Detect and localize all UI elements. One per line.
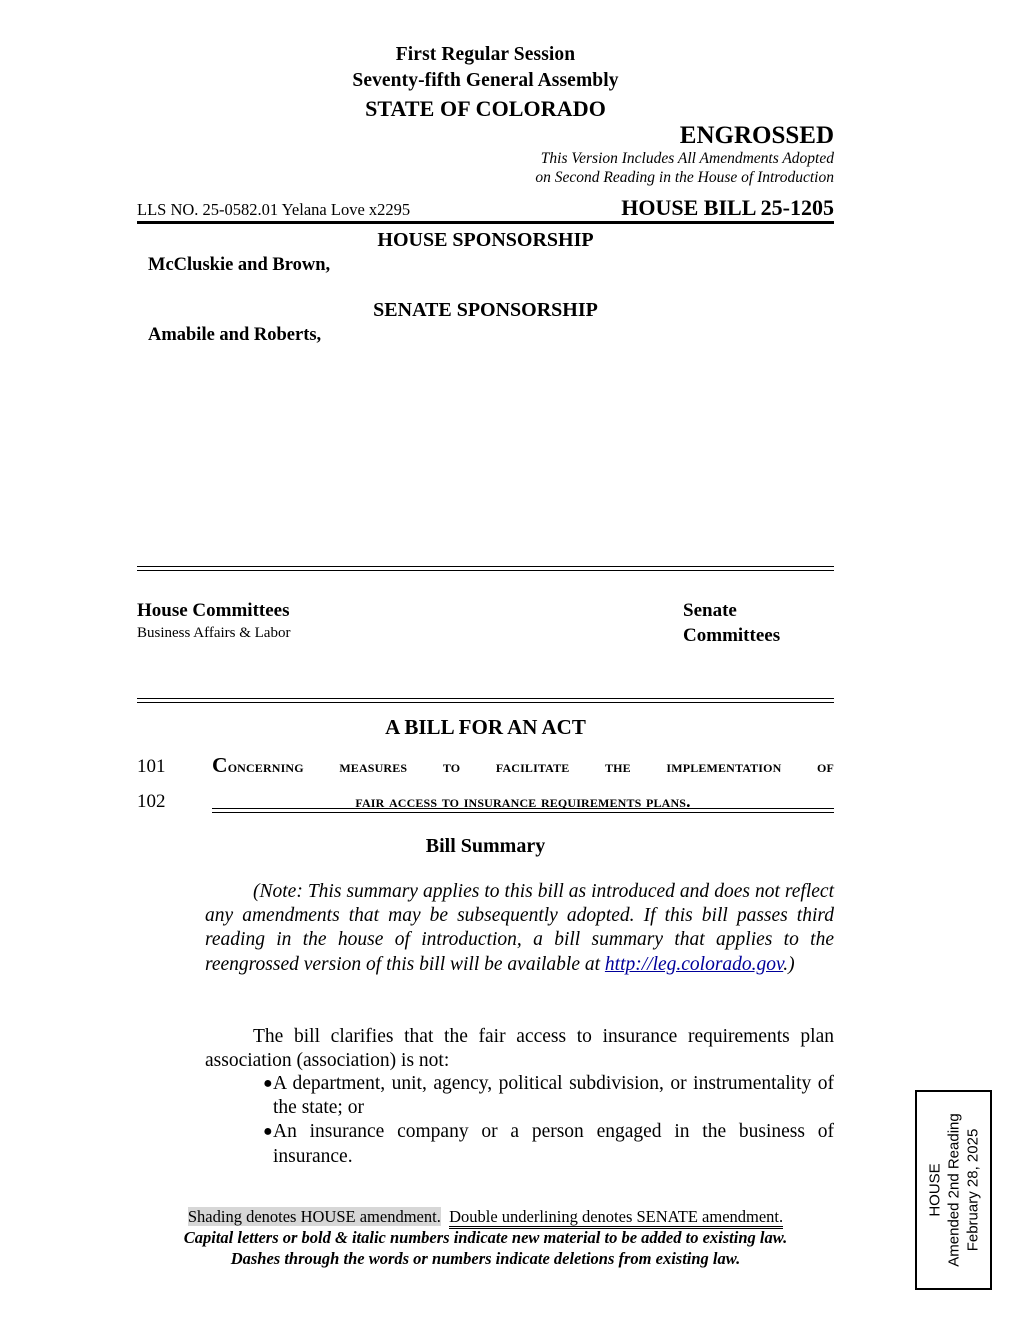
house-sponsor-names: McCluskie and Brown,	[148, 255, 331, 275]
header-divider-rule	[137, 221, 834, 224]
act-title-line-1	[212, 748, 834, 784]
list-item	[205, 1072, 834, 1120]
identifier-row	[137, 196, 834, 220]
leg-colorado-gov-link[interactable]: http://leg.colorado.gov	[604, 953, 784, 975]
lls-number: LLS NO. 25-0582.01 Yelana Love x2295	[137, 200, 411, 219]
act-title-line-1-rest: oncerning measures to facilitate the implementation of	[227, 756, 834, 776]
new-material-legend: Capital letters or bold & italic numbers indicate new material to be added to existing law.	[183, 1228, 788, 1247]
bill-summary-note-suffix: .)	[783, 953, 795, 975]
senate-sponsor-names: Amabile and Roberts,	[148, 325, 322, 345]
engrossed-block	[137, 121, 834, 187]
act-title-row-2	[137, 784, 834, 819]
list-item-text: A department, unit, agency, political subdivision, or instrumentality of the state; or	[273, 1073, 834, 1119]
bill-summary-paragraph: The bill clarifies that the fair access to insurance requirements plan association (association) is not:	[205, 1026, 834, 1072]
house-sponsorship-heading: HOUSE SPONSORSHIP	[377, 229, 594, 251]
act-title-row-1	[137, 748, 834, 784]
senate-amendment-legend: Double underlining denotes SENATE amendment.	[449, 1207, 783, 1229]
house-amendment-legend: Shading denotes HOUSE amendment.	[187, 1207, 441, 1226]
amendment-legend	[137, 1206, 834, 1269]
bill-summary-note-text: (Note: This summary applies to this bill as introduced and does not reflect any amendments that may be subsequently adopted. If this bill passes third reading in the house of introduction, a bill summary that applies to the reengrossed version of this bill will be available at	[205, 881, 834, 975]
house-sponsorship-section	[137, 227, 834, 277]
committees-divider-rule	[137, 566, 834, 571]
house-committees-column	[137, 598, 475, 648]
state-line: STATE OF COLORADO	[365, 96, 606, 121]
engrossed-subtitle-line-2: on Second Reading in the House of Introduction	[535, 168, 834, 186]
senate-sponsorship-section	[137, 297, 834, 347]
act-divider-rule	[137, 698, 834, 703]
bill-summary-bullet-list	[205, 1072, 834, 1169]
amendment-legend-line-1	[137, 1206, 834, 1227]
engrossed-subtitle-line-1: This Version Includes All Amendments Adopted	[540, 150, 834, 167]
line-number-101: 101	[137, 756, 166, 777]
senate-committees-column	[475, 598, 834, 648]
session-line: First Regular Session	[395, 44, 576, 65]
stamp-chamber: HOUSE	[926, 1163, 943, 1217]
senate-committees-title: Senate Committees	[683, 600, 781, 646]
senate-sponsorship-heading: SENATE SPONSORSHIP	[373, 299, 598, 321]
house-committees-title: House Committees	[137, 600, 290, 621]
line-number-102: 102	[137, 791, 166, 812]
reading-stamp-box	[915, 1090, 992, 1290]
act-title-dropcap: C	[212, 753, 228, 777]
committees-section	[137, 598, 834, 648]
bill-summary-note	[205, 880, 834, 977]
assembly-line: Seventy-fifth General Assembly	[352, 70, 619, 91]
bill-number: HOUSE BILL 25-1205	[621, 195, 834, 220]
list-item-text: An insurance company or a person engaged in the business of insurance.	[273, 1121, 834, 1167]
reading-stamp-text	[925, 1113, 982, 1266]
act-title-line-2: fair access to insurance requirements plans.	[355, 791, 691, 811]
list-item	[205, 1120, 834, 1168]
bullet-icon: ●	[263, 1123, 273, 1141]
stamp-date: February 28, 2025	[964, 1128, 981, 1252]
masthead	[137, 42, 834, 123]
act-title-bottom-rule	[212, 808, 834, 813]
bill-summary-heading: Bill Summary	[425, 835, 546, 857]
deletions-legend: Dashes through the words or numbers indicate deletions from existing law.	[230, 1249, 741, 1268]
house-committee-item: Business Affairs & Labor	[137, 625, 291, 641]
engrossed-label: ENGROSSED	[679, 122, 834, 149]
act-heading: A BILL FOR AN ACT	[385, 715, 586, 739]
stamp-reading: Amended 2nd Reading	[945, 1113, 962, 1267]
bullet-icon: ●	[263, 1075, 273, 1092]
